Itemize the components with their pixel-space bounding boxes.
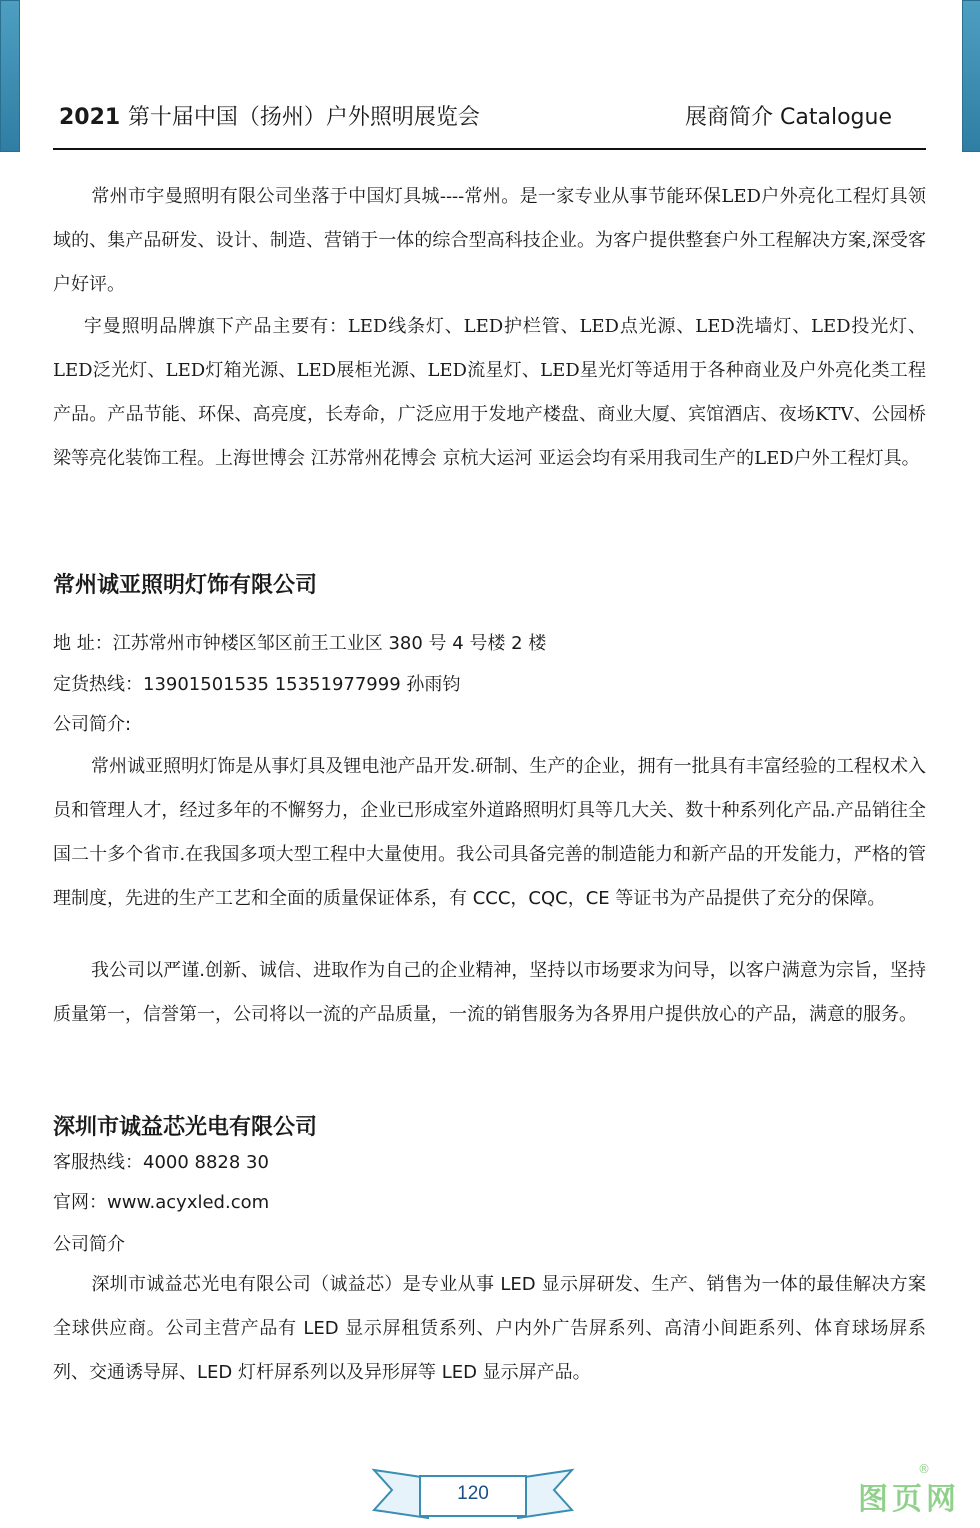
right-edge-tab [962, 0, 980, 152]
page-header [53, 98, 926, 138]
company3-website: 官网：www.acyxled.com [53, 1192, 270, 1213]
left-edge-tab [0, 0, 20, 152]
company1-paragraph-2: 宇曼照明品牌旗下产品主要有：LED线条灯、LED护栏管、LED点光源、LED洗墙灯、LED投光灯、LED泛光灯、LED灯箱光源、LED展柜光源、LED流星灯、LED星光灯等适用于各种商业及户外亮化类工程产品。产品节能、环保、高亮度，长寿命，广泛应用于发地产楼盘、商业大厦、宾馆酒店、夜场KTV、公园桥梁等亮化装饰工程。上海世博会 江苏常州花博会 京杭大运河 亚运会均有采用我司生产的LED户外工程灯具。 [53, 316, 926, 469]
watermark-registered-mark: ® [918, 1462, 930, 1476]
company2-hotline: 定货热线：13901501535 15351977999 孙雨钧 [53, 674, 461, 695]
header-year: 2021 [59, 105, 121, 130]
company1-paragraph-1: 常州市宇曼照明有限公司坐落于中国灯具城----常州。是一家专业从事节能环保LED户外亮化工程灯具领域的、集产品研发、设计、制造、营销于一体的综合型高科技企业。为客户提供整套户外工程解决方案,深受客户好评。 [53, 186, 926, 295]
page-footer [370, 1466, 576, 1524]
company2-paragraph-2: 我公司以严谨.创新、诚信、进取作为自己的企业精神，坚持以市场要求为问导，以客户满意为宗旨，坚持质量第一，信誉第一，公司将以一流的产品质量，一流的销售服务为各界用户提供放心的产品，满意的服务。 [53, 960, 926, 1025]
page-number: 120 [457, 1483, 489, 1504]
company2-address: 地 址：江苏常州市钟楼区邹区前王工业区 380 号 4 号楼 2 楼 [53, 633, 547, 654]
company3-paragraph-1: 深圳市诚益芯光电有限公司（诚益芯）是专业从事 LED 显示屏研发、生产、销售为一体的最佳解决方案全球供应商。公司主营产品有 LED 显示屏租赁系列、户内外广告屏系列、高清小间距系列、体育球场屏系列、交通诱导屏、LED 灯杆屏系列以及异形屏等 LED 显示屏产品。 [53, 1274, 926, 1383]
company2-paragraph-1: 常州诚亚照明灯饰是从事灯具及锂电池产品开发.研制、生产的企业，拥有一批具有丰富经验的工程权术入员和管理人才，经过多年的不懈努力，企业已形成室外道路照明灯具等几大关、数十种系列化产品.产品销往全国二十多个省市.在我国多项大型工程中大量使用。我公司具备完善的制造能力和新产品的开发能力，严格的管理制度，先进的生产工艺和全面的质量保证体系，有 CCC，CQC，CE 等证书为产品提供了充分的保障。 [53, 756, 926, 909]
company3-hotline: 客服热线：4000 8828 30 [53, 1152, 269, 1173]
watermark-logo: 图页网 [858, 1482, 960, 1517]
company2-intro-label: 公司简介: [53, 714, 132, 735]
header-title [59, 100, 480, 131]
header-section: 展商简介 Catalogue [685, 105, 892, 130]
header-event-title: 第十届中国（扬州）户外照明展览会 [127, 105, 480, 130]
company2-name: 常州诚亚照明灯饰有限公司 [53, 573, 318, 598]
company3-name: 深圳市诚益芯光电有限公司 [53, 1115, 318, 1140]
header-divider [53, 148, 926, 150]
company3-intro-label: 公司简介 [53, 1234, 125, 1255]
